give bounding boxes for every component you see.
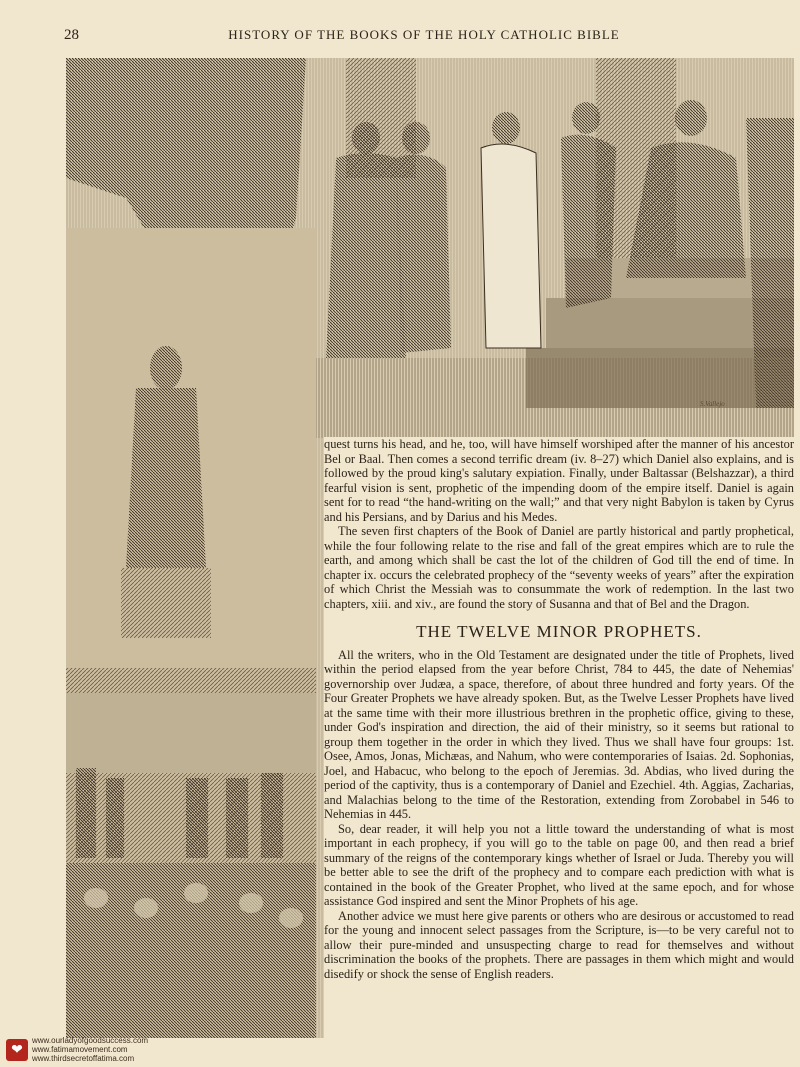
heart-logo-icon: ❤ [6, 1039, 28, 1061]
watermark-line: www.thirdsecretoffatima.com [32, 1054, 135, 1063]
watermark [6, 1036, 148, 1063]
paragraph: All the writers, who in the Old Testament are designated under the title of Prophets, lived within the period elapsed from the year before Christ, 784 to 445, the date of Nehemias' governorship over Judæa, a space, therefore, of about three hundred and forty years. Of the Four Greater Prophets we have already spoken. But, as the Twelve Lesser Prophets have lived at the same time with their more illustrious brethren in the prophetic office, giving to these, under God's inspiration and direction, the aid of their ministry, so it seems but rational to group them together in the order in which they lived. Thus we shall have four groups: 1st. Osee, Amos, Jonas, Michæas, and Nahum, who were contemporaries of Isaias. 2d. Sophonias, Joel, and Habacuc, who belong to the epoch of Jeremias. 3d. Abdias, who lived during the period of the captivity, thus is a contemporary of Daniel and Ezechiel. 4th. Aggias, Zacharias, and Malachias belong to the time of the Restoration, extending from Zorobabel in 546 to Nehemias in 445. [324, 647, 794, 821]
watermark-line: www.ourladyofgoodsuccess.com [32, 1036, 149, 1045]
watermark-line: www.fatimamovement.com [32, 1045, 128, 1054]
golden-statue [126, 388, 206, 568]
statue-pedestal [121, 568, 211, 638]
running-head: HISTORY OF THE BOOKS OF THE HOLY CATHOLIC BIBLE [228, 27, 620, 42]
page-number: 28 [64, 26, 79, 43]
paragraph: So, dear reader, it will help you not a little toward the understanding of what is most important in each prophecy, if you will go to the table on page 00, and then read a brief summary of the reigns of the contemporary kings whether of Israel or Juda. Thereby you will be better able to see the drift of the prophecy and to compare each prediction with what is contained in the book of the Greater Prophet, who lived at the same epoch, and for whose assistance God inspired and sent the Minor Prophets of his age. [324, 821, 794, 908]
paragraph: quest turns his head, and he, too, will have himself worshiped after the manner of his ancestor Bel or Baal. Then comes a second terrific dream (iv. 8–27) which Daniel also explains, and is followed by the proud king's salutary expiation. Finally, under Baltassar (Belshazzar), a third fearful vision is sent, prophetic of the impending doom of the empire itself. Daniel is again sent for to read “the hand-writing on the wall;” and that very night Babylon is taken by Cyrus and his Persians, and by Darius and his Medes. [324, 437, 794, 524]
artist-signature: S.Vallejo [700, 400, 725, 408]
paragraph: The seven first chapters of the Book of Daniel are partly historical and partly prophetical, while the four following relate to the rise and fall of the great empires which are to rule the earth, and among which shall be cast the lot of the children of God till the end of time. In chapter ix. occurs the celebrated prophecy of the “seventy weeks of years” after the expiration of which Christ the Messiah was to consummate the work of redemption. In the last two chapters, xiii. and xiv., are found the story of Susanna and that of Bel and the Dragon. [324, 524, 794, 611]
page-header [64, 24, 784, 46]
section-heading: THE TWELVE MINOR PROPHETS. [416, 622, 702, 641]
text-column [324, 437, 794, 1057]
paragraph: Another advice we must here give parents or others who are desirous or accustomed to read for the young and innocent select passages from the Scripture, is—to be very careful not to allow their pure-minded and unsuspecting charge to read for themselves and without discrimination the books of the prophets. There are passages in them which might and would disedify or shock the sense of English readers. [324, 908, 794, 981]
